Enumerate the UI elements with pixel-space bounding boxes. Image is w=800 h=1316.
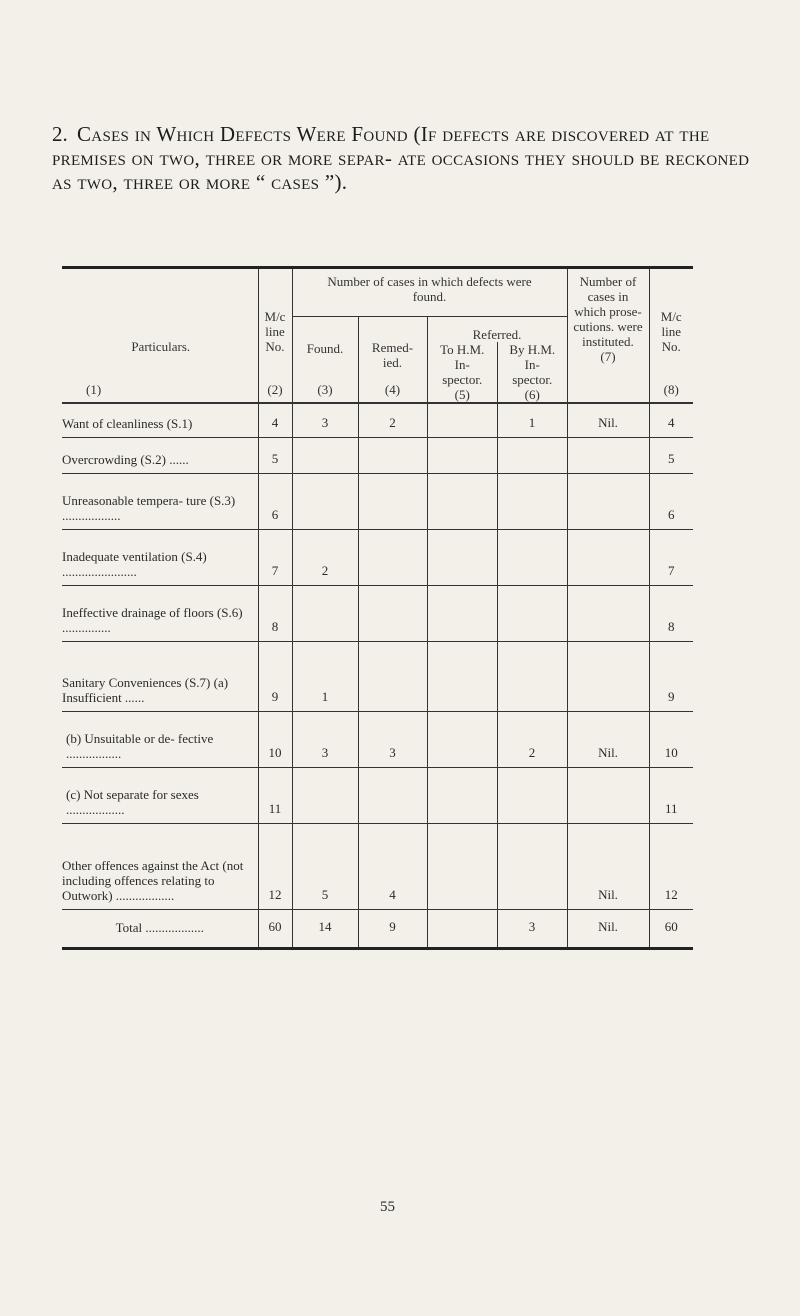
table-row: [62, 529, 693, 585]
cell-by-hm: 2: [497, 711, 567, 767]
cell-mc-right: 6: [649, 473, 693, 529]
cell-by-hm: [497, 585, 567, 641]
row-label: Unreasonable tempera- ture (S.3) ..................: [62, 473, 258, 529]
cell-mc-right: 60: [649, 909, 693, 947]
cell-found: [292, 437, 358, 473]
cell-found: 1: [292, 641, 358, 711]
row-label: (b) Unsuitable or de- fective .................: [62, 711, 258, 767]
by-hm-label: By H.M. In- spector.: [509, 342, 556, 387]
section-title: Cases in Which Defects Were Found (If defects are discovered at the premises on two, three or more separ- ate occasions they should be reckoned as two, three or more “ cases ”).: [52, 122, 750, 194]
cell-found: 5: [292, 823, 358, 909]
cell-remedied: [358, 767, 427, 823]
cell-by-hm: [497, 529, 567, 585]
cell-prosecutions: [567, 437, 649, 473]
cell-remedied: 9: [358, 909, 427, 947]
table-row: [62, 767, 693, 823]
cell-to-hm: [427, 823, 497, 909]
remedied-label: Remed- ied.: [371, 340, 414, 370]
table-row: [62, 823, 693, 909]
cell-prosecutions: [567, 473, 649, 529]
cell-prosecutions: Nil.: [567, 909, 649, 947]
cell-mc: 7: [258, 529, 292, 585]
cell-prosecutions: [567, 767, 649, 823]
cell-to-hm: [427, 641, 497, 711]
cell-remedied: 3: [358, 711, 427, 767]
cell-remedied: [358, 529, 427, 585]
referred-header: [427, 317, 567, 404]
cell-mc: 4: [258, 403, 292, 437]
cell-to-hm: [427, 585, 497, 641]
cell-mc-right: 11: [649, 767, 693, 823]
cell-by-hm: [497, 437, 567, 473]
cell-prosecutions: [567, 585, 649, 641]
particulars-col-no: (1): [86, 382, 102, 397]
by-hm-no: (6): [524, 387, 540, 402]
cell-prosecutions: [567, 529, 649, 585]
table-row: [62, 711, 693, 767]
cell-remedied: 4: [358, 823, 427, 909]
mc-line-left-no: (2): [267, 382, 283, 397]
remedied-no: (4): [384, 382, 401, 397]
to-hm-no: (5): [454, 387, 470, 402]
cell-mc-right: 4: [649, 403, 693, 437]
cell-mc-right: 10: [649, 711, 693, 767]
cell-mc-right: 7: [649, 529, 693, 585]
by-hm-header: [497, 342, 567, 402]
cell-to-hm: [427, 909, 497, 947]
cell-found: 3: [292, 711, 358, 767]
cell-by-hm: [497, 823, 567, 909]
cell-to-hm: [427, 529, 497, 585]
found-no: (3): [317, 382, 333, 397]
row-label: Want of cleanliness (S.1): [62, 403, 258, 437]
cell-prosecutions: Nil.: [567, 711, 649, 767]
mc-line-right-no: (8): [663, 382, 679, 397]
cell-remedied: 2: [358, 403, 427, 437]
row-label: Sanitary Conveniences (S.7) (a) Insufficient ......: [62, 641, 258, 711]
cell-mc: 11: [258, 767, 292, 823]
remedied-header: [358, 317, 427, 404]
cell-mc-right: 8: [649, 585, 693, 641]
cell-found: 14: [292, 909, 358, 947]
mc-line-right-label: M/c line No.: [660, 309, 682, 354]
defects-table: [62, 269, 693, 947]
mc-line-right-header: [649, 269, 693, 403]
table-row: [62, 437, 693, 473]
cell-by-hm: [497, 767, 567, 823]
cell-prosecutions: Nil.: [567, 823, 649, 909]
row-label: Ineffective drainage of floors (S.6) ...............: [62, 585, 258, 641]
cell-mc-right: 5: [649, 437, 693, 473]
cell-prosecutions: Nil.: [567, 403, 649, 437]
cell-to-hm: [427, 767, 497, 823]
cell-to-hm: [427, 403, 497, 437]
to-hm-label: To H.M. In- spector.: [440, 342, 485, 387]
referred-label: Referred.: [472, 327, 522, 342]
table-row: [62, 585, 693, 641]
cell-mc: 8: [258, 585, 292, 641]
cell-mc: 12: [258, 823, 292, 909]
table-row: [62, 473, 693, 529]
cell-mc: 6: [258, 473, 292, 529]
cell-by-hm: 3: [497, 909, 567, 947]
cell-by-hm: [497, 473, 567, 529]
cell-remedied: [358, 585, 427, 641]
number-of-cases-header: [292, 269, 567, 317]
row-label: Overcrowding (S.2) ......: [62, 437, 258, 473]
total-label: Total ..................: [115, 920, 204, 935]
cell-remedied: [358, 641, 427, 711]
to-hm-header: [428, 342, 498, 402]
particulars-header: [62, 269, 258, 403]
cell-remedied: [358, 437, 427, 473]
cell-to-hm: [427, 437, 497, 473]
cell-mc-right: 12: [649, 823, 693, 909]
mc-line-left-header: [258, 269, 292, 403]
cell-by-hm: 1: [497, 403, 567, 437]
cell-found: [292, 767, 358, 823]
cell-mc: 9: [258, 641, 292, 711]
table-row: [62, 641, 693, 711]
cell-found: [292, 473, 358, 529]
found-header: [292, 317, 358, 404]
cell-to-hm: [427, 711, 497, 767]
cell-by-hm: [497, 641, 567, 711]
cell-mc: 60: [258, 909, 292, 947]
row-label: Inadequate ventilation (S.4) .......................: [62, 529, 258, 585]
section-number: 2.: [52, 122, 68, 146]
row-label: Other offences against the Act (not including offences relating to Outwork) ..................: [62, 823, 258, 909]
prosecutions-no: (7): [600, 349, 616, 364]
total-row: [62, 909, 693, 947]
prosecutions-header: [567, 269, 649, 403]
cell-mc: 10: [258, 711, 292, 767]
defects-table-wrapper: [62, 266, 693, 950]
cell-found: 3: [292, 403, 358, 437]
cell-prosecutions: [567, 641, 649, 711]
found-label: Found.: [306, 341, 344, 356]
row-label: (c) Not separate for sexes ..................: [62, 767, 258, 823]
mc-line-left-label: M/c line No.: [264, 309, 286, 354]
cell-found: 2: [292, 529, 358, 585]
number-of-cases-label: Number of cases in which defects were found.: [327, 274, 532, 304]
section-heading: [52, 122, 752, 194]
cell-found: [292, 585, 358, 641]
particulars-label: Particulars.: [131, 339, 191, 354]
cell-to-hm: [427, 473, 497, 529]
page-number: 55: [380, 1199, 395, 1215]
table-row: [62, 403, 693, 437]
cell-mc-right: 9: [649, 641, 693, 711]
cell-remedied: [358, 473, 427, 529]
prosecutions-label: Number of cases in which prose- cutions. were instituted.: [573, 274, 643, 349]
cell-mc: 5: [258, 437, 292, 473]
